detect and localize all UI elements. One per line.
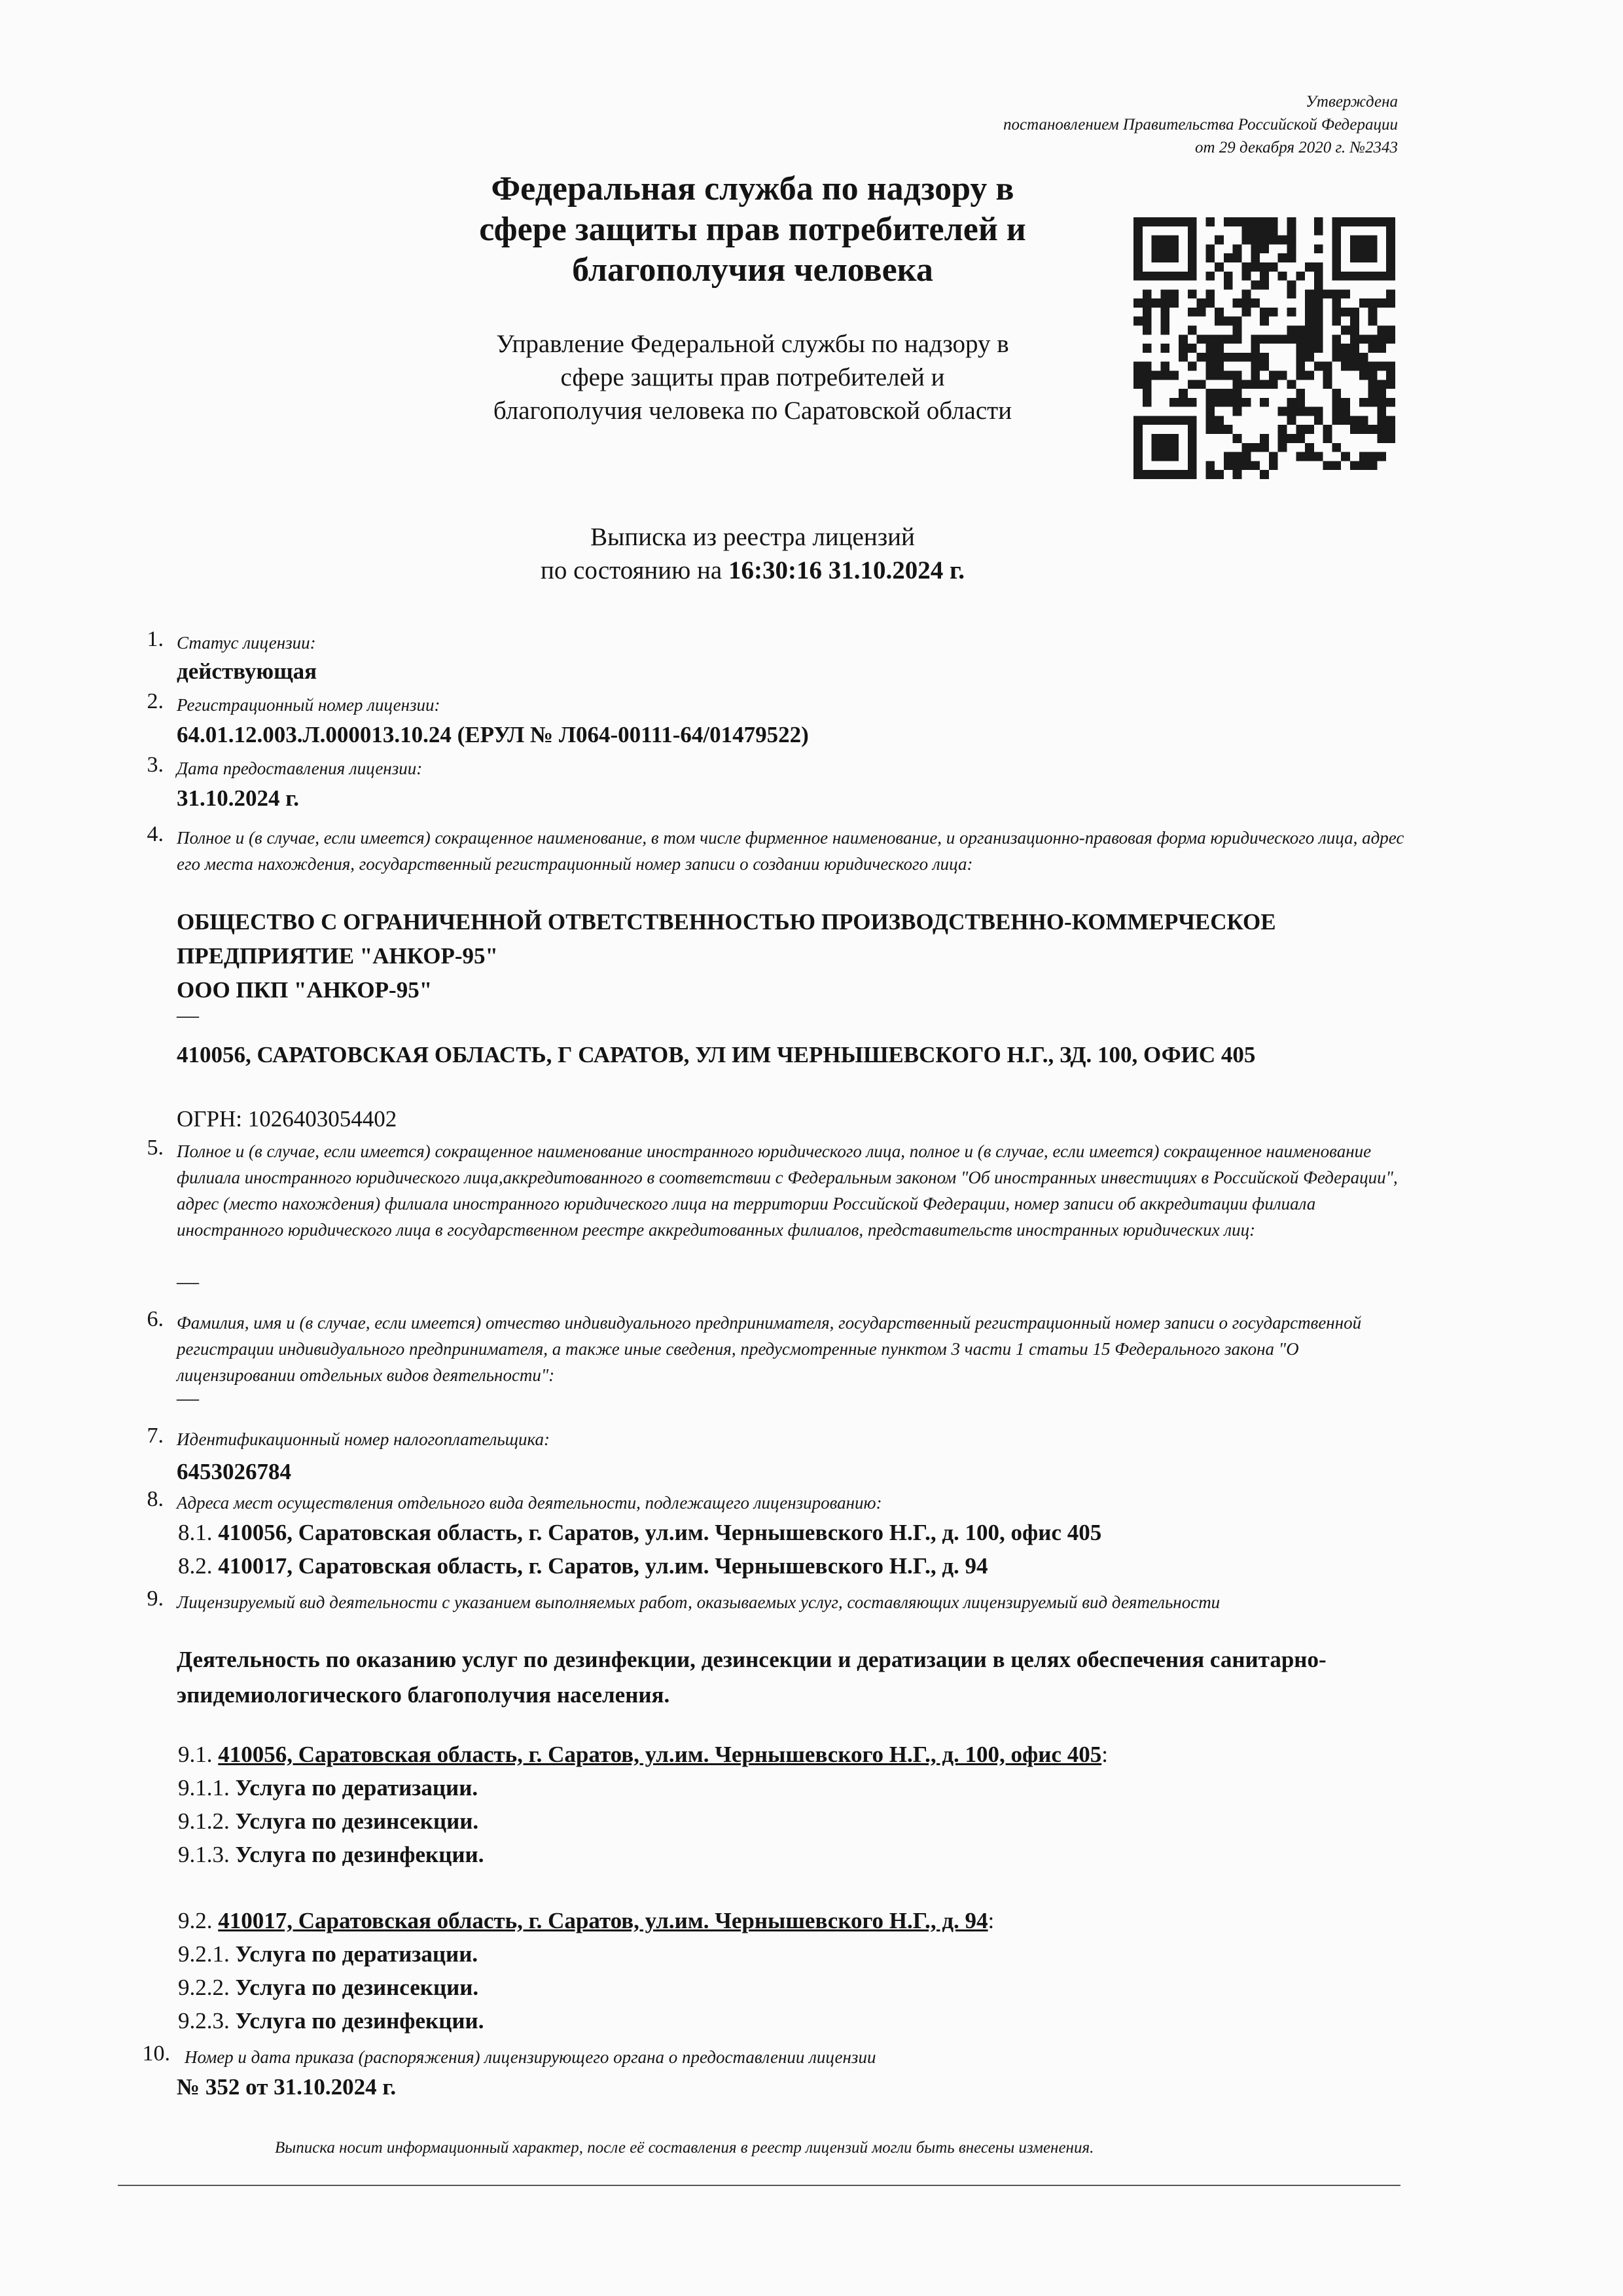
item-2-label: Регистрационный номер лицензии: [177,695,440,715]
agency-title [425,169,1080,291]
bottom-divider [118,2185,1400,2186]
activity-address-2-text: 410017, Саратовская область, г. Саратов, ул.им. Чернышевского Н.Г., д. 94 [218,1553,988,1579]
license-date: 31.10.2024 г. [177,785,299,811]
extract-state [425,554,1080,587]
place-1-service-3-text: Услуга по дезинфекции. [235,1842,484,1867]
place-1-colon: : [1101,1742,1108,1767]
regional-office-line-3: благополучия человека по Саратовской области [493,397,1012,425]
place-1-service-1-text: Услуга по дератизации. [235,1775,478,1801]
activity-address-1-text: 410056, Саратовская область, г. Саратов, ул.им. Чернышевского Н.Г., д. 100, офис 405 [218,1520,1102,1545]
place-2-service-3 [178,2005,1421,2037]
footnote: Выписка носит информационный характер, после её составления в реестр лицензий могли быть внесены изменения. [275,2139,1094,2157]
item-10-number: 10. [142,2041,170,2066]
place-1-service-3 [178,1839,1421,1871]
place-2-service-2-text: Услуга по дезинсекции. [235,1975,479,2000]
place-1-service-3-number: 9.1.3. [178,1842,230,1867]
item-10-label: Номер и дата приказа (распоряжения) лицензирующего органа о предоставлении лицензии [185,2047,876,2067]
license-number: 64.01.12.003.Л.000013.10.24 (ЕРУЛ № Л064-00111-64/01479522) [177,722,809,747]
activity-address-1 [178,1516,1421,1549]
item-5-label: Полное и (в случае, если имеется) сокращенное наименование иностранного юридического лица, полное и (в случае, если имеется) сокращенное наименование филиала иностранного юридического лица,аккредитованного в соответствии с Федеральным законом "Об иностранных инвестициях в Российской Федерации", адрес (место нахождения) филиала иностранного юридического лица на территории Российской Федерации, номер записи об аккредитации филиала иностранного юридического лица в государственном реестре аккредитованных филиалов, представительств иностранных юридических лиц: [177,1141,1398,1240]
place-2-service-1-text: Услуга по дератизации. [235,1941,478,1967]
activity-address-2 [178,1550,1421,1583]
place-2-number: 9.2. [178,1908,213,1933]
place-1-number: 9.1. [178,1742,213,1767]
company-ogrn: ОГРН: 1026403054402 [177,1106,397,1132]
item-3-label: Дата предоставления лицензии: [177,759,423,778]
place-1-service-1 [178,1772,1421,1804]
company-short-name: ООО ПКП "АНКОР-95" [177,977,433,1003]
place-2-colon: : [988,1908,995,1933]
item-7-label: Идентификационный номер налогоплательщика: [177,1429,550,1449]
item-9-label: Лицензируемый вид деятельности с указанием выполняемых работ, оказываемых услуг, составляющих лицензируемый вид деятельности [177,1592,1221,1612]
item-1-label: Статус лицензии: [177,633,316,653]
extract-state-prefix: по состоянию на [540,556,728,584]
item-7-number: 7. [147,1424,164,1448]
item-8-number: 8. [147,1487,164,1511]
order-number: № 352 от 31.10.2024 г. [177,2074,397,2100]
approval-line-1: Утверждена [1306,93,1398,111]
item-5-value: — [177,1270,199,1294]
licensed-activity: Деятельность по оказанию услуг по дезинфекции, дезинсекции и дератизации в целях обеспечения санитарно-эпидемиологического благополучия населения. [177,1647,1327,1708]
qr-code [1133,217,1395,479]
regional-office-line-1: Управление Федеральной службы по надзору в [496,330,1009,358]
item-4-dash: — [177,1003,199,1028]
company-full-name: ОБЩЕСТВО С ОГРАНИЧЕННОЙ ОТВЕТСТВЕННОСТЬЮ ПРОИЗВОДСТВЕННО-КОММЕРЧЕСКОЕ ПРЕДПРИЯТИЕ "АНКОР-95" [177,909,1276,969]
place-2-service-1 [178,1938,1421,1971]
item-4-label: Полное и (в случае, если имеется) сокращенное наименование, в том числе фирменное наименование, и организационно-правовая форма юридического лица, адрес его места нахождения, государственный регистрационный номер записи о создании юридического лица: [177,828,1404,874]
item-9-number: 9. [147,1587,164,1611]
place-2-service-3-number: 9.2.3. [178,2008,230,2034]
item-5-number: 5. [147,1136,164,1160]
item-8-label: Адреса мест осуществления отдельного вида деятельности, подлежащего лицензированию: [177,1493,882,1513]
place-2-header [178,1905,1421,1937]
approval-line-3: от 29 декабря 2020 г. №2343 [1194,139,1398,156]
approval-note [1003,90,1398,159]
license-status: действующая [177,658,317,684]
regional-office-line-2: сфере защиты прав потребителей и [560,363,945,391]
place-1-service-2-text: Услуга по дезинсекции. [235,1808,479,1834]
company-address: 410056, САРАТОВСКАЯ ОБЛАСТЬ, Г САРАТОВ, УЛ ИМ ЧЕРНЫШЕВСКОГО Н.Г., ЗД. 100, ОФИС 405 [177,1042,1256,1067]
extract-heading [425,520,1080,587]
agency-title-line-1: Федеральная служба по надзору в [491,170,1014,207]
item-6-label: Фамилия, имя и (в случае, если имеется) отчество индивидуального предпринимателя, государственный регистрационный номер записи о государственной регистрации индивидуального предпринимателя, а также иные сведения, предусмотренные пунктом 3 части 1 статьи 15 Федерального закона "О лицензировании отдельных видов деятельности": [177,1313,1362,1385]
place-2-service-1-number: 9.2.1. [178,1941,230,1967]
place-2-service-2 [178,1971,1421,2004]
place-2-service-2-number: 9.2.2. [178,1975,230,2000]
item-4-number: 4. [147,822,164,846]
place-1-header [178,1738,1421,1771]
place-2-service-3-text: Услуга по дезинфекции. [235,2008,484,2034]
agency-title-line-3: благополучия человека [572,251,933,289]
extract-title: Выписка из реестра лицензий [590,523,915,551]
place-1-service-1-number: 9.1.1. [178,1775,230,1801]
item-6-value: — [177,1386,199,1410]
item-6-number: 6. [147,1307,164,1331]
regional-office [425,327,1080,427]
place-1-service-2 [178,1805,1421,1838]
extract-timestamp: 16:30:16 31.10.2024 г. [728,556,965,584]
activity-address-2-number: 8.2. [178,1553,213,1579]
activity-address-1-number: 8.1. [178,1520,213,1545]
place-2-address: 410017, Саратовская область, г. Саратов, ул.им. Чернышевского Н.Г., д. 94 [218,1908,988,1933]
item-2-number: 2. [147,689,164,713]
place-1-service-2-number: 9.1.2. [178,1808,230,1834]
agency-title-line-2: сфере защиты прав потребителей и [479,211,1026,248]
item-3-number: 3. [147,753,164,777]
approval-line-2: постановлением Правительства Российской Федерации [1003,116,1398,134]
item-1-number: 1. [147,627,164,651]
place-1-address: 410056, Саратовская область, г. Саратов, ул.им. Чернышевского Н.Г., д. 100, офис 405 [218,1742,1102,1767]
taxpayer-id: 6453026784 [177,1459,291,1484]
